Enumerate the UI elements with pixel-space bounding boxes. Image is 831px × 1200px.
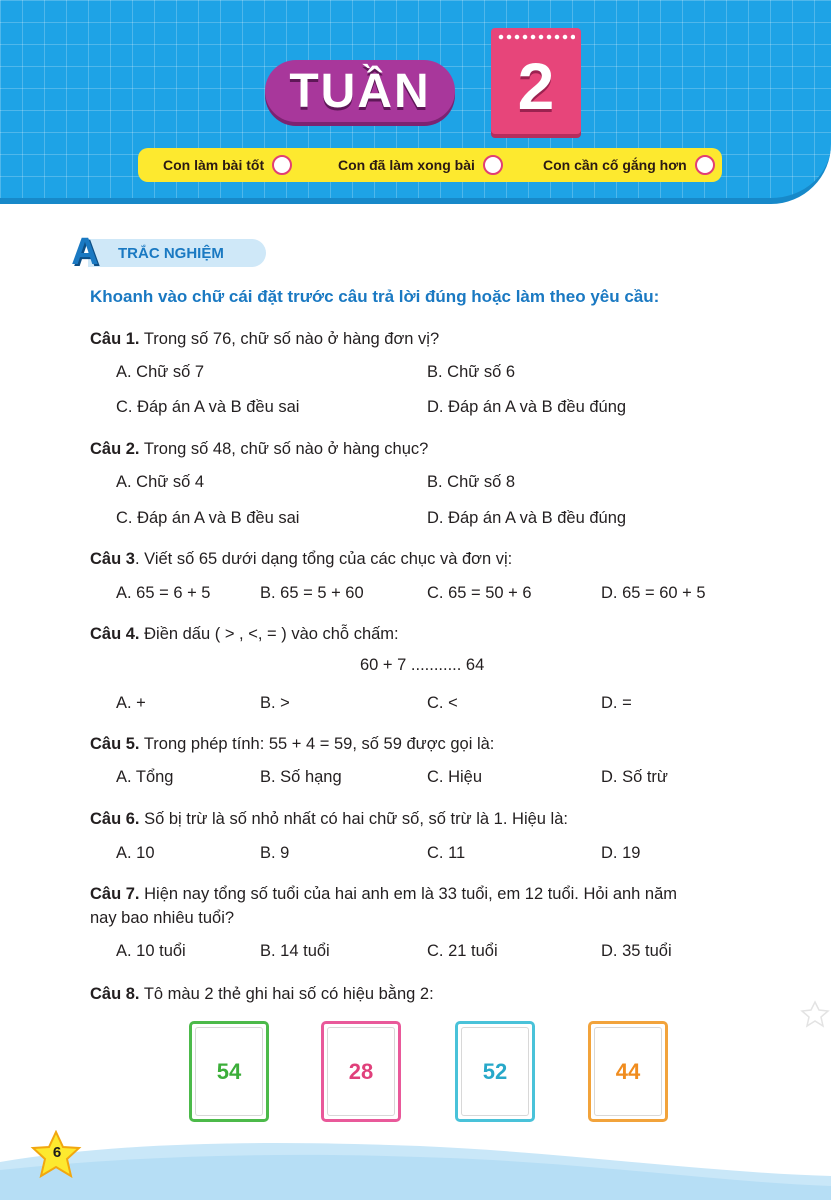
eval-item-good[interactable] [163, 148, 292, 182]
option-d[interactable]: D. Đáp án A và B đều đúng [427, 509, 627, 527]
option-d[interactable]: D. = [601, 694, 632, 712]
option-c[interactable]: C. 21 tuổi [427, 942, 498, 960]
option-b[interactable]: B. Chữ số 6 [427, 363, 516, 381]
comparison-expression: 60 + 7 ........... 64 [360, 656, 485, 674]
self-evaluation-bar [138, 148, 722, 182]
question-label: Câu 1. [90, 330, 140, 348]
question-7 [90, 882, 677, 906]
option-a[interactable]: A. + [116, 694, 146, 712]
question-label: Câu 4. [90, 625, 140, 643]
eval-item-try-harder[interactable] [543, 148, 715, 182]
question-label: Câu 7. [90, 885, 140, 903]
option-d[interactable]: D. 35 tuổi [601, 942, 672, 960]
option-d[interactable]: D. 65 = 60 + 5 [601, 584, 706, 602]
star-decoration-icon [800, 1000, 830, 1028]
question-8 [90, 982, 434, 1006]
question-2 [90, 437, 428, 461]
question-text: Trong phép tính: 55 + 4 = 59, số 59 được gọi là: [139, 735, 495, 753]
option-b[interactable]: B. > [260, 694, 290, 712]
option-a[interactable]: A. 10 tuổi [116, 942, 186, 960]
question-label: Câu 3 [90, 550, 135, 568]
question-text: . Viết số 65 dưới dạng tổng của các chục và đơn vị: [134, 550, 513, 568]
option-d[interactable]: D. Số trừ [601, 768, 668, 786]
instruction: Khoanh vào chữ cái đặt trước câu trả lời đúng hoặc làm theo yêu cầu: [90, 287, 660, 306]
question-text: Trong số 48, chữ số nào ở hàng chục? [139, 440, 429, 458]
eval-checkbox[interactable] [695, 155, 715, 175]
option-b[interactable]: B. Số hạng [260, 768, 342, 786]
option-c[interactable]: C. Đáp án A và B đều sai [116, 509, 300, 527]
question-5 [90, 732, 494, 756]
question-6 [90, 807, 568, 831]
question-text: Điền dấu ( > , <, = ) vào chỗ chấm: [139, 625, 399, 643]
section-title: TRẮC NGHIỆM [118, 245, 224, 262]
eval-item-done[interactable] [338, 148, 503, 182]
card-value: 28 [348, 1058, 374, 1084]
card-value: 54 [216, 1058, 242, 1084]
question-4 [90, 622, 399, 646]
question-label: Câu 2. [90, 440, 140, 458]
number-card[interactable] [588, 1021, 668, 1122]
number-card[interactable] [321, 1021, 401, 1122]
week-label: TUẦN [289, 64, 431, 118]
option-b[interactable]: B. 65 = 5 + 60 [260, 584, 364, 602]
option-c[interactable]: C. < [427, 694, 458, 712]
card-value: 44 [615, 1058, 641, 1084]
question-1 [90, 327, 439, 351]
option-b[interactable]: B. 14 tuổi [260, 942, 330, 960]
question-text: Tô màu 2 thẻ ghi hai số có hiệu bằng 2: [139, 985, 434, 1003]
question-label: Câu 5. [90, 735, 140, 753]
eval-label: Con làm bài tốt [163, 157, 265, 173]
eval-checkbox[interactable] [483, 155, 503, 175]
eval-label: Con đã làm xong bài [338, 157, 475, 173]
week-number: 2 [517, 49, 555, 123]
spiral-binding [497, 34, 575, 40]
option-a[interactable]: A. Chữ số 4 [116, 473, 205, 491]
question-3 [90, 547, 512, 571]
question-text: Số bị trừ là số nhỏ nhất có hai chữ số, số trừ là 1. Hiệu là: [139, 810, 568, 828]
question-label: Câu 6. [90, 810, 140, 828]
question-label: Câu 8. [90, 985, 140, 1003]
option-c[interactable]: C. Hiệu [427, 768, 483, 786]
week-pill [265, 60, 455, 122]
week-number-card [491, 28, 581, 134]
option-d[interactable]: D. Đáp án A và B đều đúng [427, 398, 627, 416]
option-a[interactable]: A. Tổng [116, 768, 174, 786]
footer-wave [0, 1132, 831, 1200]
option-b[interactable]: B. 9 [260, 844, 290, 862]
option-c[interactable]: C. Đáp án A và B đều sai [116, 398, 300, 416]
section-letter: A [71, 231, 99, 273]
page-number: 6 [52, 1144, 62, 1161]
eval-checkbox[interactable] [272, 155, 292, 175]
option-a[interactable]: A. 65 = 6 + 5 [116, 584, 211, 602]
number-card[interactable] [455, 1021, 535, 1122]
option-c[interactable]: C. 65 = 50 + 6 [427, 584, 532, 602]
option-a[interactable]: A. 10 [116, 844, 155, 862]
option-c[interactable]: C. 11 [427, 844, 466, 862]
question-7-continued: nay bao nhiêu tuổi? [90, 909, 235, 927]
card-value: 52 [482, 1058, 508, 1084]
number-card[interactable] [189, 1021, 269, 1122]
header-banner [0, 0, 831, 204]
question-text: Hiện nay tổng số tuổi của hai anh em là 33 tuổi, em 12 tuổi. Hỏi anh năm [139, 885, 678, 903]
question-text: Trong số 76, chữ số nào ở hàng đơn vị? [139, 330, 440, 348]
option-a[interactable]: A. Chữ số 7 [116, 363, 205, 381]
eval-label: Con cần cố gắng hơn [543, 157, 687, 173]
option-d[interactable]: D. 19 [601, 844, 641, 862]
option-b[interactable]: B. Chữ số 8 [427, 473, 516, 491]
